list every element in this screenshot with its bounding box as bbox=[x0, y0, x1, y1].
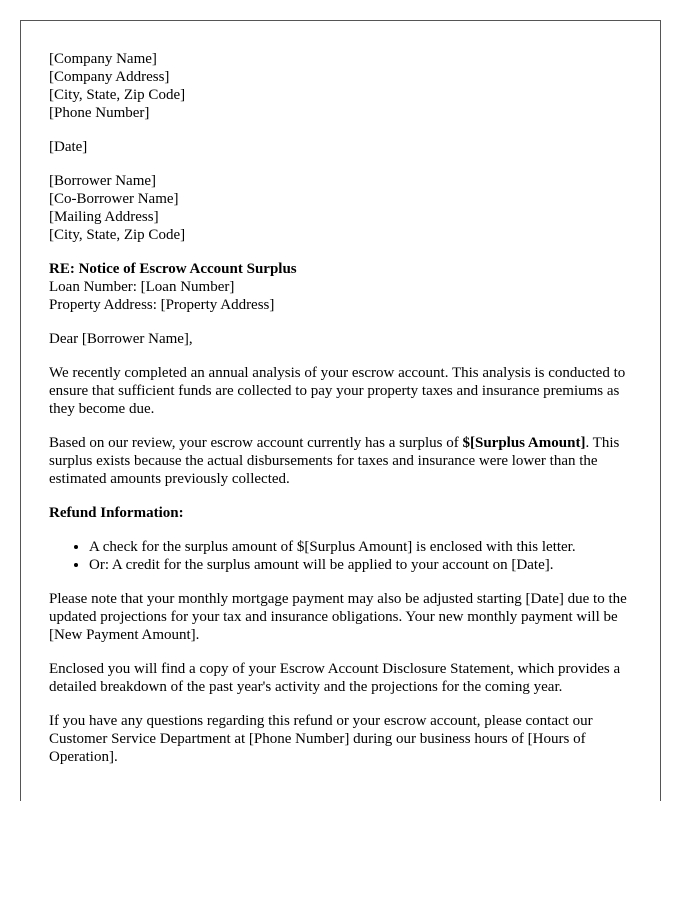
mailing-address: [Mailing Address] bbox=[49, 209, 159, 225]
letter-content bbox=[49, 50, 639, 782]
company-address: [Company Address] bbox=[49, 69, 170, 85]
refund-list-item: • Or: A credit for the surplus amount will be applied to your account on [Date]. bbox=[89, 556, 639, 574]
paragraph-contact: If you have any questions regarding this refund or your escrow account, please contact our Customer Service Department at [Phone Number] during our business hours of [Hours of Operation]. bbox=[49, 713, 593, 765]
recipient-city-state-zip: [City, State, Zip Code] bbox=[49, 227, 186, 243]
paragraph-disclosure: Enclosed you will find a copy of your Escrow Account Disclosure Statement, which provides a detailed breakdown of the past year's activity and the projections for the coming year. bbox=[49, 661, 621, 695]
paragraph-payment-adjustment: Please note that your monthly mortgage payment may also be adjusted starting [Date] due to the updated projections for your tax and insurance obligations. Your new monthly payment will be [New Payment Amount]. bbox=[49, 591, 627, 643]
surplus-text-after: . This surplus exists because the actual disbursements for taxes and insurance were lower than the estimated amounts previously collected. bbox=[49, 435, 620, 487]
letter-date: [Date] bbox=[49, 139, 88, 155]
borrower-name: [Borrower Name] bbox=[49, 173, 157, 189]
refund-list-item: • A check for the surplus amount of $[Surplus Amount] is enclosed with this letter. bbox=[89, 538, 639, 556]
paragraph-analysis: We recently completed an annual analysis of your escrow account. This analysis is conducted to ensure that sufficient funds are collected to pay your property taxes and insurance premiums as they become due. bbox=[49, 365, 626, 417]
subject-line: RE: Notice of Escrow Account Surplus bbox=[49, 261, 297, 277]
refund-list bbox=[49, 538, 639, 574]
sender-block bbox=[49, 50, 639, 122]
surplus-amount: $[Surplus Amount] bbox=[462, 435, 586, 451]
company-name: [Company Name] bbox=[49, 51, 157, 67]
company-city-state-zip: [City, State, Zip Code] bbox=[49, 87, 186, 103]
reference-block bbox=[49, 260, 639, 314]
paragraph-surplus bbox=[49, 434, 639, 488]
salutation: Dear [Borrower Name], bbox=[49, 331, 193, 347]
loan-number: Loan Number: [Loan Number] bbox=[49, 279, 235, 295]
co-borrower-name: [Co-Borrower Name] bbox=[49, 191, 179, 207]
surplus-text-before: Based on our review, your escrow account currently has a surplus of bbox=[49, 435, 463, 451]
property-address: Property Address: [Property Address] bbox=[49, 297, 275, 313]
company-phone: [Phone Number] bbox=[49, 105, 150, 121]
refund-heading: Refund Information: bbox=[49, 505, 184, 521]
letter-page bbox=[20, 20, 661, 801]
recipient-block bbox=[49, 172, 639, 244]
date-block bbox=[49, 138, 639, 156]
